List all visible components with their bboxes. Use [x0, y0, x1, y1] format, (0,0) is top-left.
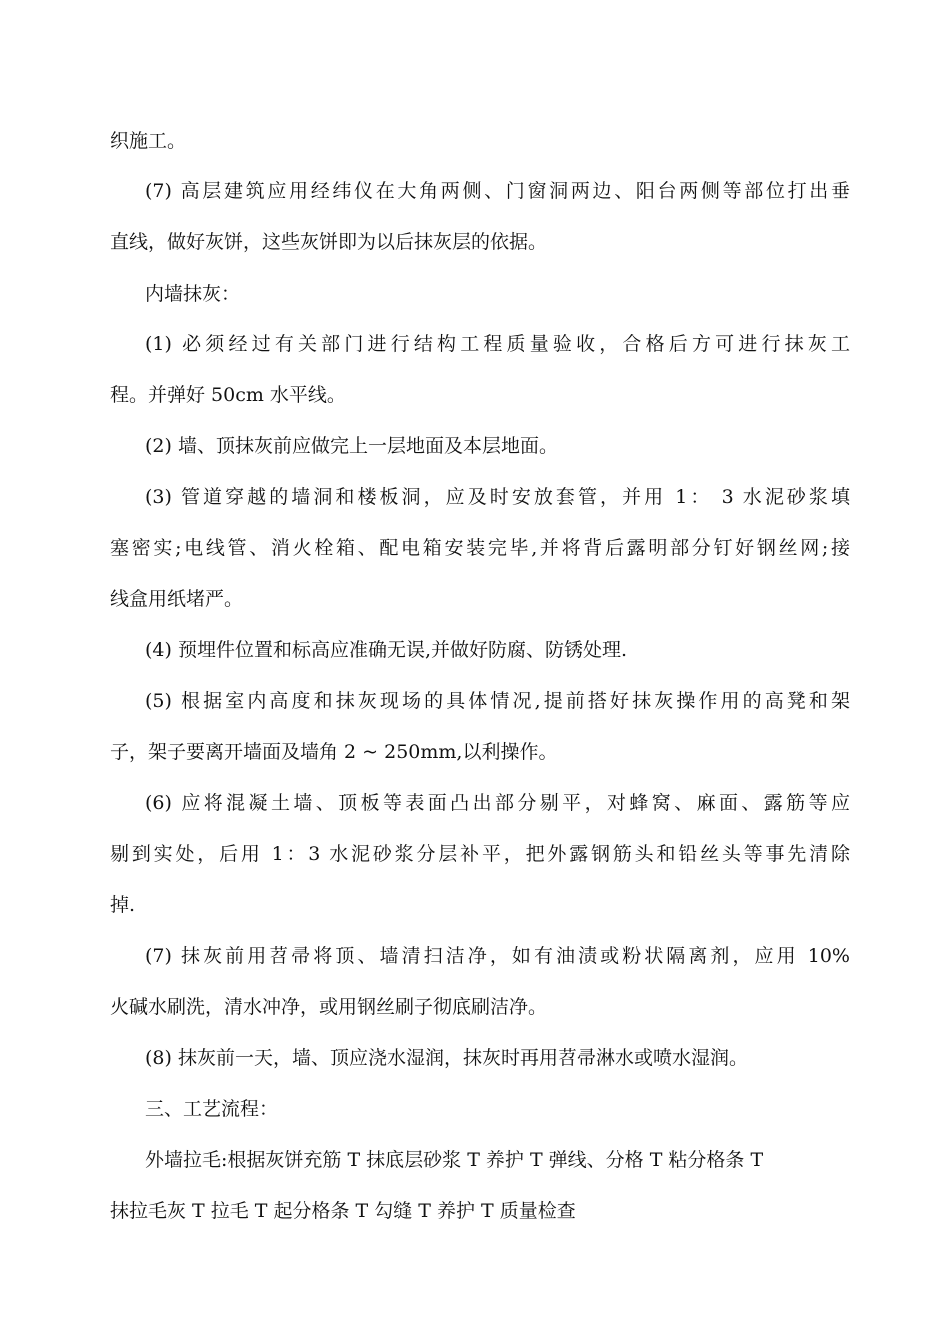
- paragraph-line: 塞密实;电线管、消火栓箱、配电箱安装完毕,并将背后露明部分钉好钢丝网;接: [110, 537, 850, 559]
- paragraph-line: (2) 墙、顶抹灰前应做完上一层地面及本层地面。: [145, 435, 558, 457]
- paragraph-line: (7) 高层建筑应用经纬仪在大角两侧、门窗洞两边、阳台两侧等部位打出垂: [145, 180, 850, 202]
- paragraph-line: 子，架子要离开墙面及墙角 2 ~ 250mm,以利操作。: [110, 741, 558, 763]
- paragraph-line: 程。并弹好 50cm 水平线。: [110, 384, 346, 406]
- section-heading: 三、工艺流程：: [145, 1098, 279, 1120]
- paragraph-line: (1) 必须经过有关部门进行结构工程质量验收，合格后方可进行抹灰工: [145, 333, 850, 355]
- paragraph-line: 外墙拉毛:根据灰饼充筋 T 抹底层砂浆 T 养护 T 弹线、分格 T 粘分格条 T: [145, 1149, 764, 1171]
- paragraph-line: 火碱水刷洗，清水冲净，或用钢丝刷子彻底刷洁净。: [110, 996, 548, 1018]
- paragraph-line: 织施工。: [110, 130, 187, 152]
- paragraph-line: (3) 管道穿越的墙洞和楼板洞，应及时安放套管，并用 1： 3 水泥砂浆填: [145, 486, 850, 508]
- paragraph-line: (6) 应将混凝土墙、顶板等表面凸出部分剔平，对蜂窝、麻面、露筋等应: [145, 792, 850, 814]
- paragraph-line: 掉.: [110, 894, 136, 916]
- paragraph-line: (8) 抹灰前一天，墙、顶应浇水湿润，抹灰时再用苕帚淋水或喷水湿润。: [145, 1047, 748, 1069]
- paragraph-line: (5) 根据室内高度和抹灰现场的具体情况,提前搭好抹灰操作用的高凳和架: [145, 690, 850, 712]
- paragraph-line: 剔到实处，后用 1：3 水泥砂浆分层补平，把外露钢筋头和铅丝头等事先清除: [110, 843, 850, 865]
- paragraph-line: 直线，做好灰饼，这些灰饼即为以后抹灰层的依据。: [110, 231, 548, 253]
- paragraph-line: 线盒用纸堵严。: [110, 588, 244, 610]
- section-heading: 内墙抹灰：: [145, 283, 241, 305]
- paragraph-line: (7) 抹灰前用苕帚将顶、墙清扫洁净，如有油渍或粉状隔离剂，应用 10%: [145, 945, 850, 967]
- paragraph-line: 抹拉毛灰 T 拉毛 T 起分格条 T 勾缝 T 养护 T 质量检查: [110, 1200, 576, 1222]
- paragraph-line: (4) 预埋件位置和标高应准确无误,并做好防腐、防锈处理.: [145, 639, 628, 661]
